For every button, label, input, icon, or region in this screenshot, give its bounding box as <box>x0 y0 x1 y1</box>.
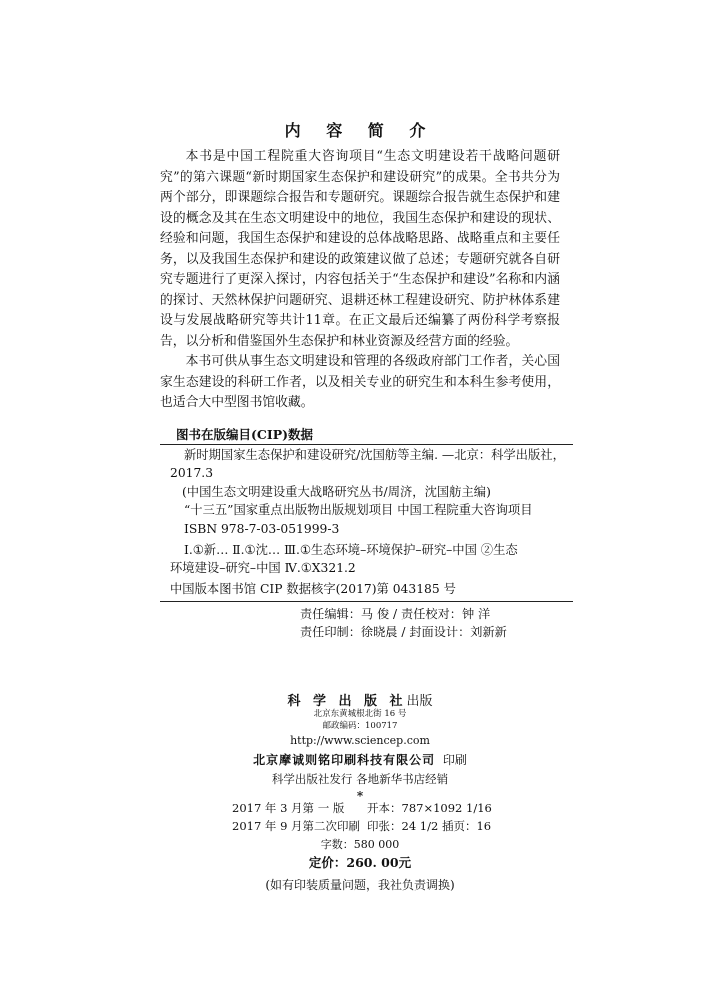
printer-line <box>0 751 720 768</box>
book-introduction <box>160 147 560 414</box>
cip-block <box>170 446 572 598</box>
word-count: 字数：580 000 <box>320 838 400 851</box>
cip-series-line: (中国生态文明建设重大战略研究丛书/周济，沈国舫主编) <box>182 484 491 499</box>
cip-project-line: “十三五”国家重点出版物出版规划项目 中国工程院重大咨询项目 <box>184 503 533 518</box>
cip-date-line: 2017.3 <box>170 466 214 481</box>
quality-note: (如有印装质量问题，我社负责调换) <box>265 878 455 892</box>
printing-credit: 责任印制：徐晓晨 / 封面设计：刘新新 <box>300 625 507 639</box>
cip-title-line: 新时期国家生态保护和建设研究/沈国舫等主编. —北京：科学出版社， <box>184 448 565 462</box>
publisher-address: 北京东黄城根北街 16 号 <box>313 709 407 719</box>
publisher-url: http://www.sciencep.com <box>290 734 430 747</box>
edition-date: 2017 年 3 月第 一 版 <box>232 801 345 815</box>
cip-header: 图书在版编目(CIP)数据 <box>176 427 314 442</box>
intro-paragraph: 本书可供从事生态文明建设和管理的各级政府部门工作者，关心国家生态建设的科研工作者，以及相关专业的研究生和本科生参考使用，也适合大中型图书馆收藏。 <box>160 354 560 410</box>
distribution-line: 科学出版社发行 各地新华书店经销 <box>271 772 449 786</box>
printer-suffix: 印刷 <box>442 753 467 767</box>
cip-isbn-line: ISBN 978-7-03-051999-3 <box>184 521 340 536</box>
separator-star: * <box>356 789 364 803</box>
intro-paragraph: 本书是中国工程院重大咨询项目“生态文明建设若干战略问题研究”的第六课题“新时期国家生态保护和建设研究”的成果。全书共分为两个部分，即课题综合报告和专题研究。课题综合报告就生态保护和建设的概念及其在生态文明建设中的地位，我国生态保护和建设的现状、经验和问题，我国生态保护和建设的总体战略思路、战略重点和主要任务，以及我国生态保护和建设的政策建议做了总述；专题研究就各自研究专题进行了更深入探讨，内容包括关于“生态保护和建设”名称和内涵的探讨、天然林保护问题研究、退耕还林工程建设研究、防护林体系建设与发展战略研究等共计11章。在正文最后还编纂了两份科学考察报告，以分析和借鉴国外生态保护和林业资源及经营方面的经验。 <box>160 149 560 349</box>
publisher-postcode: 邮政编码：100717 <box>322 721 398 731</box>
print-date: 2017 年 9 月第二次印刷 <box>232 819 361 833</box>
price: 定价：260. 00元 <box>308 855 412 870</box>
sheets-info: 印张：24 1/2 插页：16 <box>367 819 492 833</box>
format-info: 开本：787×1092 1/16 <box>367 801 492 815</box>
editor-credit: 责任编辑：马 俊 / 责任校对：钟 洋 <box>300 607 491 621</box>
cip-number-line: 中国版本图书馆 CIP 数据核字(2017)第 043185 号 <box>170 581 456 596</box>
divider <box>160 444 573 445</box>
page-title: 内 容 简 介 <box>284 121 436 140</box>
publisher-name-text: 科 学 出 版 社 <box>287 694 407 709</box>
divider <box>160 601 573 602</box>
cip-classification-line: Ⅰ.①新… Ⅱ.①沈… Ⅲ.①生态环境–环境保护–研究–中国 ②生态 <box>184 543 518 558</box>
cip-classification-line: 环境建设–研究–中国 Ⅳ.①X321.2 <box>170 561 356 576</box>
publisher-suffix: 出版 <box>406 694 433 709</box>
printer-name: 北京摩诚则铭印刷科技有限公司 <box>253 753 436 767</box>
credits-block <box>300 605 540 641</box>
